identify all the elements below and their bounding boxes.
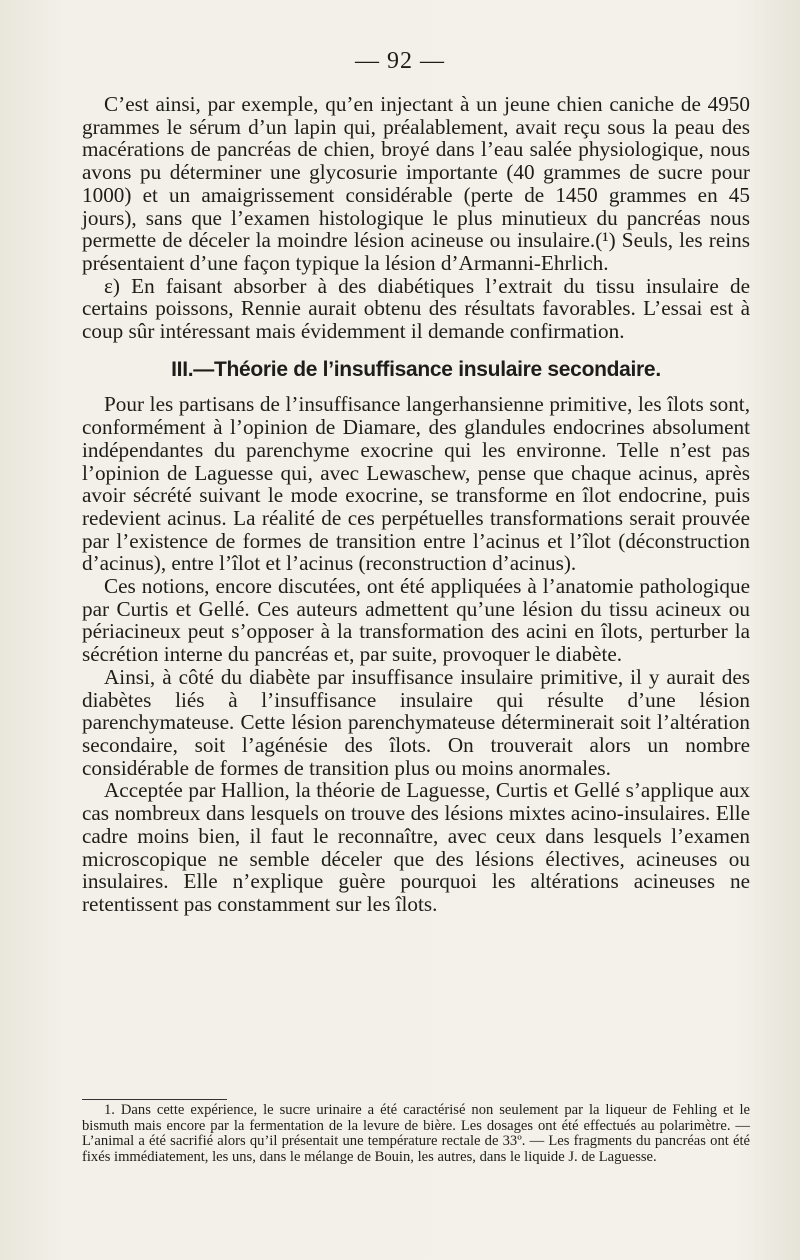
paragraph-rennie-extract: ε) En faisant absorber à des diabétiques l’extrait du tissu insulaire de certains poissons, Rennie aurait obtenu des résultats favorables. L’essai est à coup sûr intéressant mais évidemment il demande confirmation.	[82, 273, 750, 344]
footnote-divider	[82, 1099, 227, 1100]
page-number: — 92 —	[355, 48, 445, 74]
paragraph-secondary-insufficiency: Ainsi, à côté du diabète par insuffisance insulaire primitive, il y aurait des diabètes liés à l’insuffisance insulaire qui résulte d’une lésion parenchymateuse. Cette lésion parenchymateuse déterminerait soit l’altération secondaire, soit l’agénésie des îlots. On trouverait alors un nombre considérable de formes de transition plus ou moins anormales.	[82, 664, 750, 780]
paragraph-glycosuria-experiment: C’est ainsi, par exemple, qu’en injectant à un jeune chien caniche de 4950 grammes le sérum d’un lapin qui, préalablement, avait reçu sous la peau des macérations de pancréas de chien, broyé dans l’eau salée physiologique, nous avons pu déterminer une glycosurie importante (40 grammes de sucre pour 1000) et un amaigrissement considérable (perte de 1450 grammes en 45 jours), sans que l’examen histologique le plus minutieux du pancréas nous permette de déceler la moindre lésion acineuse ou insulaire.(¹) Seuls, les reins présentaient d’une façon typique la lésion d’Armanni-Ehrlich.	[82, 92, 750, 275]
section-heading: III.—Théorie de l’insuffisance insulaire secondaire.	[171, 357, 661, 381]
paragraph-curtis-gelle: Ces notions, encore discutées, ont été appliquées à l’anatomie pathologique par Curtis et Gellé. Ces auteurs admettent qu’une lésion du tissu acineux ou périacineux peut s’opposer à la transformation des acini en îlots, perturber la sécrétion interne du pancréas et, par suite, provoquer le diabète.	[82, 574, 750, 667]
paragraph-hallion: Acceptée par Hallion, la théorie de Laguesse, Curtis et Gellé s’applique aux cas nombreux dans lesquels on trouve des lésions mixtes acino-insulaires. Elle cadre moins bien, il faut le reconnaître, avec ceux dans lesquels l’examen microscopique ne semble déceler que des lésions électives, acineuses ou insulaires. Elle n’explique guère pourquoi les altérations acineuses ne retentissent pas constamment sur les îlots.	[82, 778, 750, 916]
body-text	[82, 93, 750, 916]
footnotes	[82, 1103, 750, 1165]
paragraph-langerhans-theory: Pour les partisans de l’insuffisance langerhansienne primitive, les îlots sont, conformément à l’opinion de Diamare, des glandules endocrines absolument indépendantes du parenchyme exocrine qui les environne. Telle n’est pas l’opinion de Laguesse qui, avec Lewaschew, pense que chaque acinus, après avoir sécrété suivant le mode exocrine, se transforme en îlot endocrine, puis redevient acinus. La réalité de ces perpétuelles transformations serait prouvée par l’existence de formes de transition entre l’acinus et l’îlot (déconstruction d’acinus), entre l’îlot et l’acinus (reconstruction d’acinus).	[82, 392, 750, 576]
footnote-1: 1. Dans cette expérience, le sucre urinaire a été caractérisé non seulement par la liqueur de Fehling et le bismuth mais encore par la fermentation de la levure de bière. Les dosages ont été effectués au polarimètre. — L’animal a été sacrifié alors qu’il présentait une température rectale de 33º. — Les fragments du pancréas ont été fixés immédiatement, les uns, dans le mélange de Bouin, les autres, dans le liquide J. de Laguesse.	[82, 1102, 750, 1165]
